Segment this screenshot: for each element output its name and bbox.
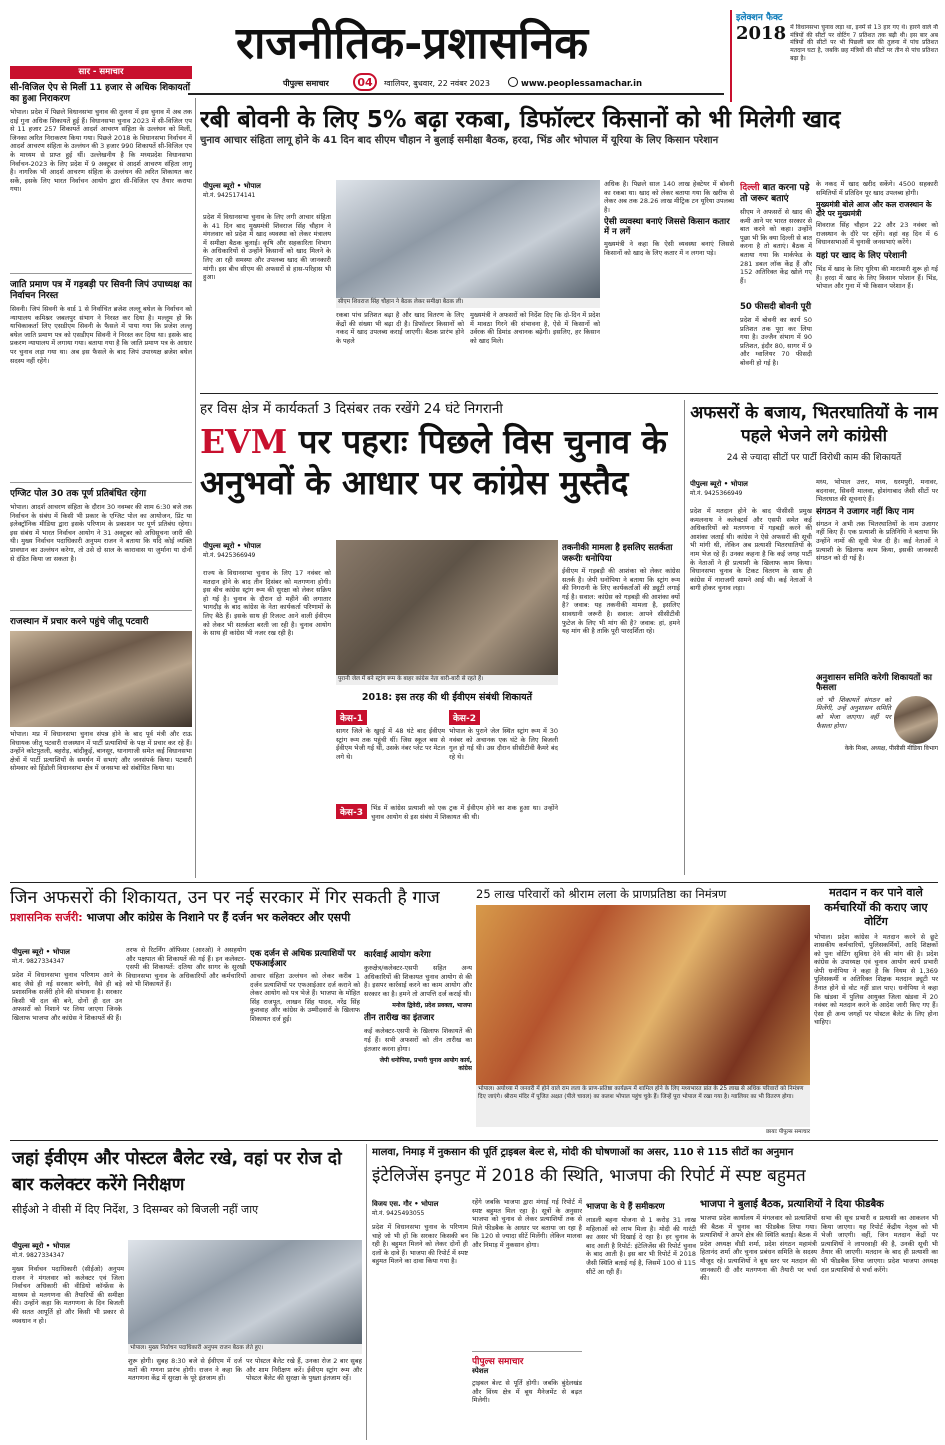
sidebar-story-1-body: भोपाल। प्रदेश में पिछले विधानसभा चुनाव की तुलना में इस चुनाव में अब तक दाई गुना अधिक शिकायतें हुई हैं। विधानसभा चुनाव 2023 में सी-विजिल एप से 11 हजार 257 शिकायतें आदर्श आचरण संहिता के उल्लंघन को मिलीं, जिनका त्वरित निराकरण किया गया। पिछले 2018 के विधानसभा निर्वाचन में आदर्श आचरण संहिता के उल्लंघन की 3 हजार 990 शिकायतें सी-विजिल एप के माध्यम से प्राप्त हुई थीं। उल्लेखनीय है कि मध्यप्रदेश विधानसभा निर्वाचन-2023 के लिए प्रदेश में 9 अक्टूबर से आदर्श आचरण संहिता लागू है। नागरिक भी आदर्श आचरण संहिता के उल्लंघन की त्वरित शिकायत कर सकें, इसके लिए भारत निर्वाचन आयोग द्वारा सी-विजिल एप तैयार कराया गया। [10, 108, 192, 194]
collector-subhead: सीईओ ने वीसी में दिए निर्देश, 3 दिसम्बर को बिजली नहीं जाए [12, 1203, 259, 1216]
website-text: www.peoplessamachar.in [520, 79, 643, 89]
sarkar-col-4-text: कुरुक्षेत्र/कलेक्टर-एसपी सहित अन्य अधिकारियों की शिकायत चुनाव आयोग से की है। इसपर कार्रवाई करने का काम आयोग और सरकार का है। हमने तो आपत्ति दर्ज कराई थी। [364, 964, 472, 998]
bjp-headline: इंटेलिजेंस इनपुट में 2018 की स्थिति, भाजपा की रिपोर्ट में स्पष्ट बहुमत [372, 1166, 806, 1186]
collector-col-1 [12, 1240, 124, 1440]
sarkar-byline-text: पीपुल्स ब्यूरो • भोपाल [12, 948, 70, 956]
sidebar-story-3 [10, 482, 192, 607]
sidebar-story-3-body: भोपाल। आदर्श आचरण संहिता के दौरान 30 नवम्बर की शाम 6:30 बजे तक निर्वाचन के संबंध में किसी भी प्रकार के एग्जिट पोल का आयोजन, प्रिंट या इलेक्ट्रॉनिक मीडिया द्वारा इसके परिणाम के प्रकाशन पर पूर्ण प्रतिबंध रहेगा। इस संबंध में भारत निर्वाचन आयोग ने 31 अक्टूबर को अधिसूचना जारी की थी। मुख्य निर्वाचन पदाधिकारी अनुपम राजन ने बताया कि यदि कोई व्यक्ति प्रावधान का उल्लंघन करेगा, तो उसे दो साल के कारावास या जुर्माना या दोनों से दंडित किया जा सकता है। [10, 503, 192, 563]
voting-headline: मतदान न कर पाने वाले कर्मचारियों की कराए जाए वोटिंग [824, 886, 928, 928]
sarkar-byline [12, 948, 122, 965]
mid-rule [10, 882, 938, 883]
sidebar-story-2-headline: जाति प्रमाण पत्र में गड़बड़ी पर सिवनी जिपं उपाध्यक्ष का निर्वाचन निरस्त [10, 280, 192, 301]
evm-photo-caption: पुरानी जेल में बने स्ट्रांग रूम के बाहर कांग्रेस नेता बारी-बारी से रहते हैं। [336, 675, 558, 685]
paper-name: पीपुल्स समाचार [283, 79, 329, 88]
sidebar-header-text: सार - समाचार [78, 67, 124, 77]
officers-col-1-text: प्रदेश में मतदान होने के बाद पीसीसी प्रमुख कमलनाथ ने कलेक्टर्स और एसपी समेत कई अधिकारियों को मतगणना में गड़बड़ी करने की आशंका जताई थी। कांग्रेस ने ऐसे अफसरों की सूची भी मांगी थी, लेकिन अब प्रत्याशी भितरघातियों के नाम भेज रहे हैं। उनका कहना है कि कई जगह पार्टी के नेताओं ने ही प्रत्याशी के खिलाफ काम किया। विधानसभा चुनाव के टिकट वितरण के साथ ही कांग्रेस में नाराजगी सामने आई थी। कई नेताओं ने बागी होकर चुनाव लड़ा। [690, 507, 812, 593]
sarkar-headline: जिन अफसरों की शिकायत, उन पर नई सरकार में गिर सकती है गाज [10, 888, 440, 908]
ram-headline: 25 लाख परिवारों को श्रीराम लला के प्राणप्रतिष्ठा का निमंत्रण [476, 887, 727, 901]
sidebar [10, 66, 192, 878]
bjp-kicker: मालवा, निमाड़ में नुकसान की पूर्ति ट्राइबल बेल्ट से, मोदी की घोषणाओं का असर, 110 से 115 सीटों का अनुमान [372, 1147, 794, 1158]
officers-mobile: मो.नं. 9425366949 [690, 490, 743, 497]
election-fact-year: 2018 [736, 23, 787, 44]
election-fact-text: में विधानसभा चुनाव लड़ा था, इनमें से 13 हार गए थे। हारने वाले नौ मंत्रियों की सीटों पर वोटिंग 7 प्रतिशत तक बढ़ी थी। इस बार अब मंत्रियों की सीटों पर भी पिछली बार की तुलना में पांच प्रतिशत मतदान घटा है, जबकि छह मंत्रियों की सीटों पर तीन से पांच प्रतिशत बढ़ा है। [790, 24, 938, 62]
lead-byline [203, 182, 331, 199]
evm-qa-text: ईवीएम में गड़बड़ी की आशंका को लेकर कांग्रेस सतर्क है। जेपी धनोपिया ने बताया कि स्ट्रांग रूम की निगरानी के लिए कार्यकर्ताओं की ड्यूटी लगाई गई है। सवाल: कांग्रेस को गड़बड़ी की आशंका क्यों है? जवाब: यह तकनीकी मामला है, इसलिए सावधानी जरूरी है। सवाल: आपने सीसीटीवी फुटेज के लिए भी मांग की है? जवाब: हां, हमने यह मांग की है ताकि पूरी पारदर्शिता रहे। [562, 567, 680, 636]
ram-story [476, 886, 810, 1138]
voting-story [814, 886, 938, 1138]
voting-body: भोपाल। प्रदेश कांग्रेस ने मतदान करने से छूटे शासकीय कर्मचारियों, पुलिसकर्मियों, आदि शिक्षकों को पुनः वोटिंग सुविधा देने की मांग की है। प्रदेश कांग्रेस के उपाध्यक्ष एवं चुनाव आयोग कार्य प्रभारी जेपी धनोपिया ने कहा है कि नियम से 1,369 पुलिसकर्मी व अतिरिक्त शिक्षक मतदान ड्यूटी पर तैनात होने से वोट नहीं डाल पाए। धनोपिया ने कहा कि खंडवा में पुलिस आयुक्त जिला खंडवा में 20 नवंबर को मतदान करने के आदेश जारी किए गए हैं। ऐसा ही अन्य जगहों पर पोस्टल बैलेट के लिए होना चाहिए। [814, 932, 938, 1027]
bjp-col-3-text: ट्राइबल बेल्ट से पूर्ति होगी। जबकि बुंदेलखंड और विंध्य क्षेत्र में बूथ मैनेजमेंट से बढ़त मिलेगी। [472, 1379, 582, 1405]
officers-col-2 [816, 478, 938, 873]
case-1-tag: केस-1 [336, 710, 367, 725]
evm-byline-text: पीपुल्स ब्यूरो • भोपाल [203, 542, 261, 550]
officers-subhead: 24 से ज्यादा सीटों पर पार्टी विरोधी काम की शिकायतें [726, 453, 902, 463]
sidebar-story-3-headline: एग्जिट पोल 30 तक पूर्ण प्रतिबंधित रहेगा [10, 489, 147, 499]
officers-headline-2: संगठन ने उजागर नहीं किए नाम [816, 506, 914, 517]
bjp-col-4-headline: भाजपा के ये हैं समीकरण [586, 1202, 665, 1212]
sidebar-story-2 [10, 273, 192, 479]
sarkar-col-2-text: तरफ से रिटर्निंग ऑफिसर (आरओ) ने असहयोग और पक्षपात की शिकायतें की गई हैं। इन कलेक्टर-एसपी की शिकायतें: दतिया और सागर के सुरखी विधानसभा चुनाव के अधिकारियों और कर्मचारियों को भी शिकायतें हैं। [126, 946, 246, 989]
evm-headline [200, 421, 680, 505]
bjp-col-1 [372, 1198, 468, 1440]
lead-side-headline-2: 50 फीसदी बोवनी पूरी [740, 302, 812, 312]
sarkar-col-4-sig: मनोज द्विवेदी, प्रदेश प्रवक्ता, भाजपा [392, 1002, 472, 1010]
sidebar-story-1-headline: सी-विजिल ऐप से मिलीं 11 हजार से अधिक शिकायतों का हुआ निराकरण [10, 83, 191, 104]
lead-mobile: मो.नं. 9425174141 [203, 192, 256, 199]
lead-side-text-2: प्रदेश में बोवनी का कार्य 50 प्रतिशत तक पूरा कर लिया गया है। उज्जैन संभाग में 90 प्रतिशत, इंदौर 80, सागर में 9 और ग्वालियर 70 फीसदी बोवनी हो गई है। [740, 316, 812, 367]
lead-col-1-text: प्रदेश में विधानसभा चुनाव के लिए लगी आचार संहिता के 41 दिन बाद मुख्यमंत्री शिवराज सिंह चौहान ने मंगलवार को प्रदेश में खाद व्यवस्था को लेकर मंत्रालय में समीक्षा बैठक बुलाई। कृषि और सहकारिता विभाग के अधिकारियों से उन्होंने किसानों को खाद मिलने के लिए आ रही समस्या और उपलब्ध खाद की जानकारी मांगी। इस बीच सीएम की अफसरों से हास-परिहास भी हुआ। [203, 213, 331, 282]
collector-col-3-text: पर पोस्टल बैलेट रखे हैं, उनका रोज 2 बार सुबह और शाम निरीक्षण करें। ईवीएम स्ट्रांग रूम और पोस्टल बैलेट की सुरक्षा के पुख्ता इंतजाम रहें। [246, 1357, 362, 1383]
bjp-col-1-text: प्रदेश में विधानसभा चुनाव के परिणाम चाहे जो भी हों कि सरकार किसकी बन रही है। बहुमत मिलने को लेकर दोनों ही दलों के दावे हैं। भाजपा की रिपोर्ट में स्पष्ट बहुमत मिलने का दावा किया गया है। [372, 1223, 468, 1266]
feedback-col-2: सभा की सूच प्रभारी व प्रत्याशी का आकलन भी किया जाएगा। यह रिपोर्ट केंद्रीय नेतृत्व को भी भेजी जाएगी। वहीं, जिन मतदान केंद्रों पर प्रत्याशियों ने लापरवाही की है, उनकी सूची भी तैयार की जाएगी। मतदान के बाद ही प्रत्याशी का भी फीडबैक लिया जाएगा। प्रदेश भाजपा अध्यक्ष दल प्रत्याशियों से चर्चा करेंगे। [821, 1214, 938, 1274]
dateline: ग्वालियर, बुधवार, 22 नवंबर 2023 [384, 79, 490, 88]
lead-col-2-text: रकबा पांच प्रतिशत बढ़ा है और खाद वितरण के लिए केंद्रों की संख्या भी बढ़ा दी है। डिफॉल्टर किसानों को नकद में खाद उपलब्ध कराई जाएगी। बैठक प्रारंभ होने के पहले [336, 311, 464, 345]
officers-col-1 [690, 478, 812, 873]
collector-divider [366, 1144, 367, 1440]
bjp-col-4-text: लाडली बहना योजना से 1 करोड़ 31 लाख महिलाओं को लाभ मिला है। मोदी की गारंटी का असर भी दिखाई दे रहा है। हर चुनाव के बाद आती है रिपोर्ट: इंटेलिजेंस की रिपोर्ट चुनाव के बाद आती है। इस बार भी रिपोर्ट में 2018 जैसी स्थिति बताई गई है, जिसमें 100 से 115 सीटें आ रही हैं। [586, 1216, 696, 1276]
sarkar-col-3-text: आचार संहिता उल्लंघन को लेकर करीब 1 दर्जन प्रत्याशियों पर एफआईआर दर्ज कराने को लेकर आयोग को पत्र भेजे हैं। भाजपा के मोहित सिंह राजपूत, लाखन सिंह यादव, नरेंद्र सिंह कुशवाह और कांग्रेस के उम्मीदवारों के खिलाफ शिकायत दर्ज हुई। [250, 972, 360, 1023]
sidebar-story-4-photo [10, 631, 192, 727]
evm-byline [203, 542, 331, 559]
lead-subhead: चुनाव आचार संहिता लागू होने के 41 दिन बाद सीएम चौहान ने बुलाई समीक्षा बैठक, हरदा, भिंड और भोपाल में यूरिया के लिए किसान परेशान [200, 135, 719, 146]
feedback-headline: भाजपा ने बुलाई बैठक, प्रत्याशियों ने दिया फीडबैक [700, 1199, 884, 1210]
sidebar-header [10, 66, 192, 79]
lead-photo [336, 180, 600, 298]
section-title: राजनीतिक-प्रशासनिक [236, 18, 589, 69]
officers-byline [690, 480, 812, 497]
sarkar-col-4-headline: कार्रवाई आयोग करेगा [364, 950, 431, 960]
sarkar-col-3-headline: एक दर्जन से अधिक प्रत्याशियों पर एफआईआर [250, 949, 356, 969]
election-fact-box [730, 10, 938, 102]
lead-far-col [816, 180, 938, 390]
evm-headline-red: EVM [200, 422, 288, 461]
ram-credit: छायाः पीपुल्स समाचार [765, 1129, 810, 1135]
sarkar-col-1-text: प्रदेश में विधानसभा चुनाव परिणाम आने के बाद जैसे ही नई सरकार बनेगी, वैसे ही बड़े प्रशासनिक सर्जरी होने की संभावना है। सरकार किसी भी दल की बने, दोनों ही दल उन अफसरों को निशाने पर लिया जाएगा जिनके खिलाफ भाजपा और कांग्रेस ने शिकायतें की हैं। [12, 971, 122, 1022]
evm-body: राज्य के विधानसभा चुनाव के लिए 17 नवंबर को मतदान होने के बाद तीन दिसंबर को मतगणना होगी। इस बीच कांग्रेस स्ट्रांग रूम की सुरक्षा को लेकर सक्रिय हो गई है। चुनाव के दौरान दो महीने की लगातार भागदौड़ के बाद कांग्रेस के नेता कार्यकर्ता परिणामों के लिए बैठे हैं। इसके साथ ही रिजल्ट आने वाली ईवीएम को लेकर भी सतर्कता बरती जा रही है। चुनाव आयोग के साथ ही कांग्रेस भी नजर रख रही है। [203, 569, 331, 638]
globe-icon [508, 77, 518, 87]
sidebar-story-4-headline: राजस्थान में प्रचार करने पहुंचे जीतू पटवारी [10, 617, 149, 627]
collector-byline [12, 1242, 124, 1259]
evm-qa-col [562, 540, 680, 875]
evm-complaints-table [336, 690, 558, 875]
ram-caption: भोपाल। अयोध्या में जनवरी में होने वाले राम लला के प्राण-प्रतिष्ठा कार्यक्रम में शामिल होने के लिए मध्यभारत प्रांत के 25 लाख से अधिक परिवारों को निमंत्रण दिए जाएंगे। श्रीराम मंदिर में पूजित अक्षत (पीले चावल) का कलश भोपाल पहुंच चुके हैं। जिन्हें पूरा भोपाल में रखा गया है। ग्वालियर का भी वितरण होगा। [476, 1085, 810, 1127]
collector-story [12, 1146, 362, 1241]
case-3-tag: केस-3 [336, 804, 367, 819]
lead-side-headline [740, 183, 812, 205]
evm-photo [336, 540, 558, 675]
sidebar-story-4-body: भोपाल। मप्र में विधानसभा चुनाव संपन्न होने के बाद पूर्व मंत्री और राऊ विधायक जीतू पटवारी राजस्थान में पार्टी प्रत्याशियों के पक्ष में प्रचार कर रहे हैं। उन्होंने कोटपुतली, बहरोड़, बांदीकुई, बानसूर, थानागाजी समेत कई विधानसभा क्षेत्रों में पार्टी प्रत्याशियों के समर्थन में सभाएं और जनसंपर्क किया। पटवारी सोमवार को हिंडोली विधानसभा क्षेत्र में जनसभा को संबोधित किया था। [10, 730, 192, 773]
evm-headline-rest: पर पहराः पिछले विस चुनाव के अनुभवों के आधार पर कांग्रेस मुस्तैद [200, 422, 667, 502]
evm-col-1 [203, 540, 331, 870]
website-link[interactable] [508, 77, 642, 89]
officers-col-2-text-b: संगठन ने अभी तक भितरघातियों के नाम उजागर नहीं किए हैं। एक प्रत्याशी के प्रतिनिधि ने बताया कि उन्होंने नामों की सूची भेज दी है। कई नेताओं ने प्रत्याशी के खिलाफ काम किया, इसकी जानकारी संगठन को दी गई है। [816, 519, 938, 563]
officers-story [690, 402, 938, 472]
sarkar-col-4 [364, 946, 472, 1132]
bjp-mobile: मो.नं. 9425493055 [372, 1210, 425, 1217]
collector-photo [128, 1240, 362, 1344]
lead-far-text-3: भिंड में खाद के लिए यूरिया की मारामारी शुरू हो गई है। हरदा में खाद के लिए किसान परेशान हैं। भिंड, भोपाल और गुना में भी किसान परेशान हैं। [816, 264, 938, 291]
feedback-body: भाजपा प्रदेश कार्यालय में मंगलवार को प्रत्याशियों की बैठक में चुनाव का फीडबैक लिया गया। प्रत्याशियों ने अपने क्षेत्र की स्थिति बताई। बैठक में प्रदेश अध्यक्ष वीडी शर्मा, प्रदेश संगठन महामंत्री हितानंद शर्मा और चुनाव प्रबंधन समिति के सदस्य मौजूद रहे। प्रत्याशियों ने बूथ स्तर पर मतदान की जानकारी दी और मतगणना की तैयारी पर चर्चा की। [700, 1214, 817, 1283]
evm-qa-headline: तकनीकी मामला है इसलिए सतर्कता जरूरीः धनोपिया [562, 543, 673, 564]
sarkar-col-4-text-b: कई कलेक्टर-एसपी के खिलाफ शिकायतें की गई हैं। सभी अफसरों को तीन तारीख का इंतजार करना होगा। [364, 1027, 472, 1053]
sarkar-col-1 [12, 946, 122, 1132]
lead-bottom-rule [200, 393, 938, 394]
evm-story [200, 400, 680, 540]
lead-col-1 [203, 180, 331, 385]
bjp-col-2-text: रहेंगे जबकि भाजपा द्वारा मंगाई गई रिपोर्ट में स्पष्ट बहुमत मिल रहा है। सूत्रों के अनुसार भाजपा को चुनाव से लेकर प्रत्याशियों तक से मिले फीडबैक के आधार पर बताया जा रहा है कि 120 से ज्यादा सीटें मिलेंगी। लेकिन मालवा और निमाड़ में नुकसान होगा। [472, 1198, 582, 1249]
officers-col-2-text: मध्य, भोपाल उत्तर, मध्य, धरमपुरी, मनावर, बदनावर, सिवनी मालवा, होशंगाबाद जैसी सीटों पर भितरघात की सूचनाएं हैं। [816, 478, 938, 504]
lead-col-4-text: अधिक है। पिछले साल 140 लाख हेक्टेयर में बोवनी का रकबा था। खाद को लेकर बताया गया कि खरीफ से लेकर अब तक 28.26 लाख मीट्रिक टन यूरिया उपलब्ध है। [604, 180, 734, 214]
lead-col-2 [336, 311, 464, 386]
evm-mobile: मो.नं. 9425366949 [203, 552, 256, 559]
lead-photo-caption: सीएम शिवराज सिंह चौहान ने बैठक लेकर समीक्षा बैठक ली। [336, 298, 600, 308]
collector-mobile: मो.नं. 9827334347 [12, 1252, 65, 1259]
bjp-byline-text: विजय एस. गौर • भोपाल [372, 1200, 439, 1208]
sarkar-col-4-headline-2: तीन तारीख का इंतजार [364, 1013, 435, 1024]
lead-col-4-subhead: ऐसी व्यवस्था बनाएं जिससे किसान कतार में न लगें [604, 217, 730, 238]
sidebar-story-4 [10, 610, 192, 860]
sarkar-col-3 [250, 946, 360, 1132]
officers-quote-name: केके मिश्रा, अध्यक्ष, पीसीसी मीडिया विभाग [844, 744, 938, 752]
sarkar-subhead: भाजपा और कांग्रेस के निशाने पर हैं दर्जन भर कलेक्टर और एसपी [86, 911, 351, 924]
ram-photo [476, 905, 810, 1085]
evm-divider [684, 400, 685, 875]
officers-quote: जो भी शिकायतें संगठन को मिलेंगी, उन्हें अनुशासन समिति को भेजा जाएगा। वहीं पर फैसला होगा। [816, 695, 891, 730]
sidebar-story-2-body: सिवनी। जिपं सिवनी के वार्ड 1 से निर्वाचित ब्रजेश लल्लू बघेल के निर्वाचन को न्यायालय कमिश्नर जबलपुर संभाग ने निरस्त कर दिया है। मल्लूम हो कि याचिकाकर्ता लिए एसडीएम सिवनी के फैसले में पाया गया कि प्रजेश लल्लू बघेल जाति प्रमाण पत्र को एसडीएम सिवनी ने निरस्त कर दिया था। इसके बाद प्रकरण न्यायालय में लगाया गया। बताया गया है कि जाति प्रमाण पत्र के आधार पर चुनाव लड़ा गया था। अब इस फैसले के बाद जिपं उपाध्यक्ष ब्रजेश बघेल सदस्य नहीं रहेंगे। [10, 305, 192, 365]
officers-byline-text: पीपुल्स ब्यूरो • भोपाल [690, 480, 748, 488]
evm-kicker: हर विस क्षेत्र में कार्यकर्ता 3 दिसंबर तक रखेंगे 24 घंटे निगरानी [200, 401, 503, 417]
officers-headline-3: अनुशासन समिति करेगी शिकायतों का फैसला [816, 672, 932, 693]
lead-side-col [740, 180, 812, 390]
sarkar-mobile: मो.नं. 9827334347 [12, 958, 65, 965]
lead-far-text-2: शिवराज सिंह चौहान 22 और 23 नवंबर को राजस्थान के दौरे पर रहेंगे। वहां वह दिन में 6 विधानसभाओं में चुनावी जनसभाएं करेंगे। [816, 221, 938, 247]
officers-quote-photo [894, 696, 938, 744]
evm-table-title: 2018: इस तरह की थी ईवीएम संबंधी शिकायतें [361, 692, 533, 703]
bjp-brand-box [472, 1351, 582, 1376]
page-number: 04 [357, 76, 373, 89]
lead-byline-text: पीपुल्स ब्यूरो • भोपाल [203, 182, 261, 190]
sarkar-col-4b-sig: जेपी धनोपिया, प्रभारी चुनाव आयोग कार्य, कांग्रेस [379, 1057, 472, 1073]
bjp-col-2 [472, 1198, 582, 1440]
lead-side-headline-city: दिल्ली [740, 183, 760, 193]
feedback-story [700, 1198, 938, 1440]
lead-far-headline: मुख्यमंत्री बोले आज और कल राजस्थान के दौरे पर मुख्यमंत्री [816, 200, 932, 219]
page-number-badge [353, 73, 377, 91]
election-fact-label: इलेक्शन फैक्ट [736, 13, 783, 23]
case-2-text: भोपाल के पुराने जेल स्थित स्ट्रांग रूम में 30 नवंबर को अचानक एक घंटे के लिए बिजली गुल हो गई थी। उस दौरान सीसीटीवी कैमरे बंद रहे थे। [449, 727, 558, 761]
officers-headline: अफसरों के बजाय, भितरघातियों के नाम पहले भेजने लगे कांग्रेसी [690, 403, 938, 446]
case-1-text: सागर जिले के खुरई में 48 घंटे बाद ईवीएम स्ट्रांग रूम तक पहुंची थीं। जिस स्कूल बस से ईवीएम भेजी गई थीं, उसके नंबर प्लेट पर मेटल लगे थे। [336, 727, 445, 761]
bjp-brand-tag: स्पेशल [472, 1367, 489, 1375]
collector-col-2 [128, 1357, 242, 1439]
lead-col-3-text: मुख्यमंत्री ने अफसरों को निर्देश दिए कि दो-दिन में प्रदेश में मावठा गिरने की संभावना है, ऐसे में किसानों को उर्वरक की डिमांड अचानक बढ़ेगी। इसलिए, हर किसान को खाद मिले। [470, 311, 600, 345]
lead-side-headline-rest: बात करना पड़े तो जरूर बताएं [740, 183, 810, 204]
sarkar-story [10, 886, 470, 946]
lead-headline: रबी बोवनी के लिए 5% बढ़ा रकबा, डिफॉल्टर किसानों को भी मिलेगी खाद [200, 105, 841, 133]
bjp-col-4 [586, 1198, 696, 1440]
sidebar-divider [195, 98, 196, 878]
case-2-tag: केस-2 [449, 710, 480, 725]
collector-col-3 [246, 1357, 362, 1439]
lead-col-4-text-b: मुख्यमंत्री ने कहा कि ऐसी व्यवस्था बनाएं जिससे किसानों को खाद के लिए कतार में न लगना पड़े। [604, 240, 734, 257]
lead-far-text: के नकद में खाद खरीद सकेंगे। 4500 सहकारी समितियों में प्रतिदिन पूर खाद उपलब्ध होगी। [816, 180, 938, 197]
masthead-rule [188, 93, 724, 95]
sarkar-col-2 [126, 946, 246, 1132]
collector-body: मुख्य निर्वाचन पदाधिकारी (सीईओ) अनुपम राजन ने मंगलवार को कलेक्टर एवं जिला निर्वाचन अधिकारी की वीडियो कॉन्फ्रेंस के माध्यम से मतगणना की तैयारियों की समीक्षा की। उन्होंने कहा कि मतगणना के दिन बिजली की सतत आपूर्ति हो और किसी भी प्रकार से व्यवधान न हो। [12, 1265, 124, 1325]
sarkar-label: प्रशासनिक सर्जरी: [10, 911, 83, 924]
lead-col-4 [604, 180, 734, 385]
bjp-byline [372, 1200, 468, 1217]
collector-photo-caption: भोपाल। मुख्य निर्वाचन पदाधिकारी अनुपम राजन बैठक लेते हुए। [128, 1344, 362, 1354]
lead-side-text: सीएम ने अफसरों से खाद की कमी आने पर भारत सरकार से बात करने को कहा। उन्होंने पूछा भी कि क्या दिल्ली से बात करना है तो बताएं। बैठक में बताया गया कि मार्कफेड के 281 डबल लॉक केंद्र हैं और 152 अतिरिक्त केंद्र खोले गए हैं। [740, 208, 812, 285]
case-3-text: भिंड में कांग्रेस प्रत्याशी को एक ट्रक में ईवीएम होने का शक हुआ था। उन्होंने चुनाव आयोग से इस संबंध में शिकायत की थी। [371, 804, 558, 821]
lead-far-headline-2: यहां पर खाद के लिए परेशानी [816, 250, 907, 261]
bjp-brand: पीपुल्स समाचार [472, 1357, 524, 1367]
collector-headline: जहां ईवीएम और पोस्टल बैलेट रखे, वहां पर रोज दो बार कलेक्टर करेंगे निरीक्षण [12, 1149, 342, 1195]
lead-col-3 [470, 311, 600, 386]
collector-byline-text: पीपुल्स ब्यूरो • भोपाल [12, 1242, 70, 1250]
lower-rule [10, 1140, 938, 1141]
collector-col-2-text: शुरू होगी। सुबह 8:30 बजे से ईवीएम में दर्ज मतों की गणना प्रारंभ होगी। राजन ने कहा कि मतगणना केंद्र में सुरक्षा के पूरे इंतजाम हों। [128, 1357, 242, 1383]
sidebar-story-1 [10, 83, 192, 270]
